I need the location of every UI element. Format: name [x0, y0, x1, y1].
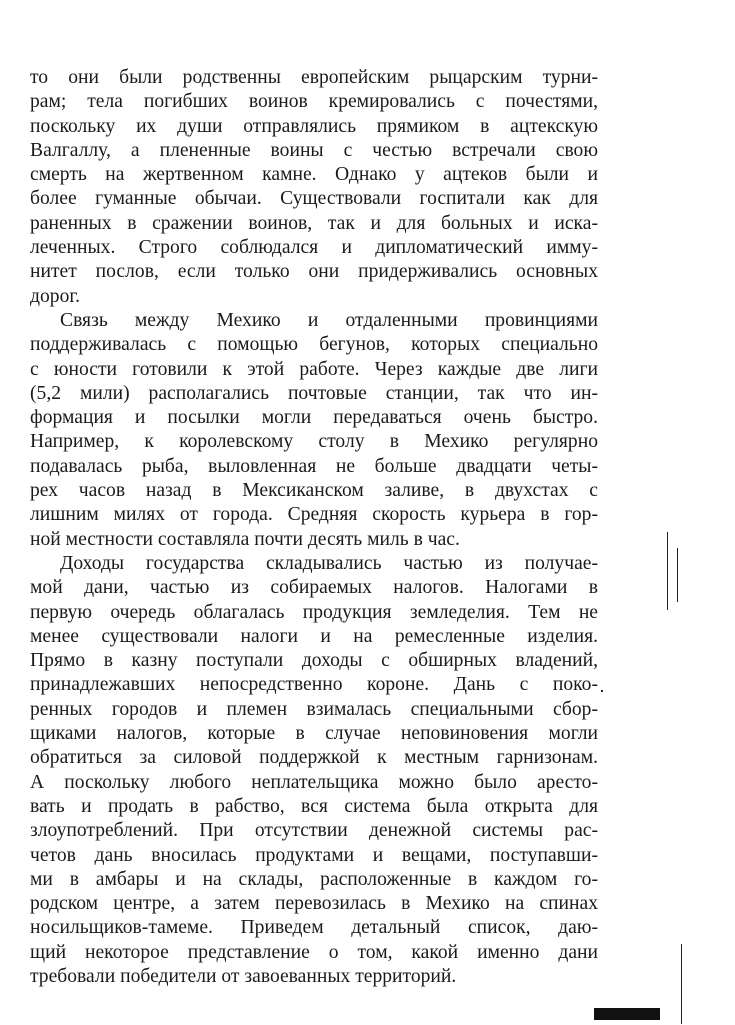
- text-line: формация и посылки могли передаваться очень быстро.: [30, 407, 598, 429]
- text-line: лишним милях от города. Средняя скорость курьера в гор-: [30, 504, 598, 526]
- body-text: [30, 66, 598, 989]
- text-line: ренных городов и племен взималась специальными сбор-: [30, 698, 598, 720]
- text-line: принадлежавших непосредственно короне. Дань с поко-: [30, 674, 598, 696]
- text-line: Например, к королевскому столу в Мехико регулярно: [30, 431, 598, 453]
- text-line: мой дани, частью из собираемых налогов. Налогами в: [30, 577, 598, 599]
- scan-artifact-mark: [667, 532, 668, 610]
- text-line: (5,2 мили) располагались почтовые станции, так что ин-: [30, 382, 598, 404]
- scan-artifact-mark: [681, 944, 682, 1024]
- text-line: то они были родственны европейским рыцарским турни-: [30, 67, 598, 88]
- scan-artifact-mark: [677, 548, 678, 602]
- text-line: родском центре, а затем перевозилась в Мехико на спинах: [30, 893, 598, 915]
- text-line: поскольку их души отправлялись прямиком в ацтекскую: [30, 115, 598, 137]
- text-line: обратиться за силовой поддержкой к местным гарнизонам.: [30, 747, 598, 769]
- text-line: Связь между Мехико и отдаленными провинциями: [60, 309, 598, 331]
- text-line: нитет послов, если только они придерживались основных: [30, 261, 598, 283]
- text-line: носильщиков-тамеме. Приведем детальный список, даю-: [30, 917, 598, 939]
- text-line: рех часов назад в Мексиканском заливе, в двухстах с: [30, 480, 598, 502]
- text-line: раненных в сражении воинов, так и для больных и иска-: [30, 212, 598, 234]
- text-line: рам; тела погибших воинов кремировались с почестями,: [30, 91, 598, 113]
- text-line: смерть на жертвенном камне. Однако у ацтеков были и: [30, 164, 598, 186]
- text-line: ми в амбары и на склады, расположенные в каждом го-: [30, 868, 598, 890]
- text-line: вать и продать в рабство, вся система была открыта для: [30, 795, 598, 817]
- text-line: с юности готовили к этой работе. Через каждые две лиги: [30, 358, 598, 380]
- text-line: менее существовали налоги и на ремесленные изделия.: [30, 625, 598, 647]
- text-line: поддерживалась с помощью бегунов, которых специально: [30, 334, 598, 356]
- text-line: Валгаллу, а плененные воины с честью встречали свою: [30, 139, 598, 161]
- text-line: более гуманные обычаи. Существовали госпитали как для: [30, 188, 598, 210]
- scan-artifact-mark: [601, 690, 603, 692]
- text-line: четов дань вносилась продуктами и вещами, поступавши-: [30, 844, 598, 866]
- text-line: Доходы государства складывались частью из получае-: [60, 552, 598, 574]
- text-line: требовали победители от завоеванных территорий.: [30, 965, 457, 987]
- text-line: щиками налогов, которые в случае неповиновения могли: [30, 723, 598, 745]
- text-line: подавалась рыба, выловленная не больше двадцати четы-: [30, 455, 598, 477]
- text-line: первую очередь облагалась продукция земледелия. Тем не: [30, 601, 598, 623]
- text-line: злоупотреблений. При отсутствии денежной системы рас-: [30, 820, 598, 842]
- scan-artifact-mark: [594, 1008, 660, 1020]
- text-line: Прямо в казну поступали доходы с обширных владений,: [30, 650, 598, 672]
- text-line: щий некоторое представление о том, какой именно дани: [30, 941, 598, 963]
- text-line: А поскольку любого неплательщика можно было аресто-: [30, 771, 598, 793]
- text-line: ной местности составляла почти десять миль в час.: [30, 528, 460, 550]
- text-line: дорог.: [30, 285, 81, 307]
- text-line: леченных. Строго соблюдался и дипломатический имму-: [30, 237, 598, 259]
